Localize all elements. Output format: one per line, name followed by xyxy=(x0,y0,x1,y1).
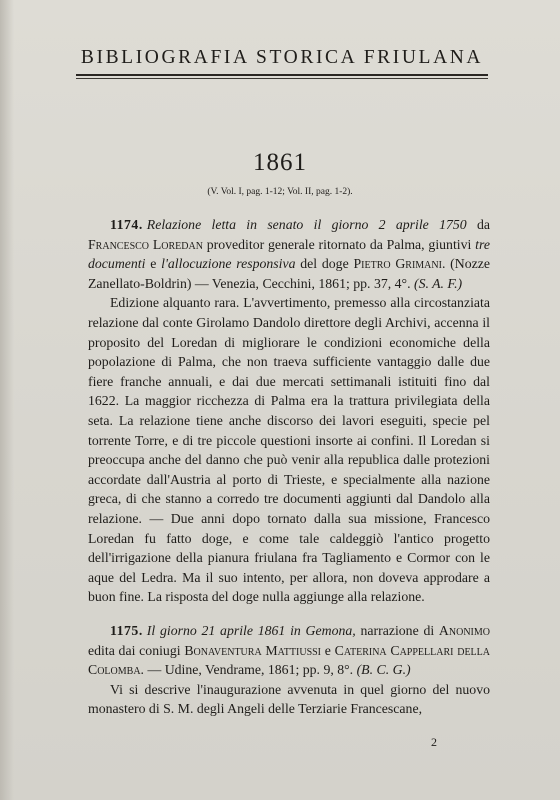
entry-title: Relazione letta in senato il giorno 2 aprile 1750 xyxy=(146,217,467,232)
entry-location: (S. A. F.) xyxy=(413,275,463,291)
entry-description: Edizione alquanto rara. L'avvertimento, premesso alla circostanziata relazione dal conte Girolamo Dandolo direttore degli Archivi, accenna il proposito del Loredan di migliorare le condizioni economiche della popolazione di Palma, che non traeva sufficiente vantaggio dalle due fiere franche annuali, e dai due mercati settimanali istituiti fino dal 1622. La maggior ricchezza di Palma era la trattura privilegiata della seta. La relazione tiene anche discorso dei lavori eseguiti, specie pel torrente Torre, e di tre piccole questioni insorte ai confini. Il Loredan si preoccupa anche del danno che può venir alla republica dalle protezioni accordate dall'Austria al porto di Trieste, e specialmente alla nazione greca, di che stanno a corredo tre documenti aggiunti dal Dandolo alla relazione. — Due anni dopo tornato dalla sua missione, Francesco Loredan fu fatto doge, e come tale caldeggiò l'antico progetto dell'irrigazione della pianura friulana fra Tagliamento e Cormor con le aque del Ledra. Ma il suo intento, per allora, non doveva approdare a buon fine. La risposta del doge nulla aggiunge alla relazione. xyxy=(88,295,490,605)
volume-reference-note: (V. Vol. I, pag. 1-12; Vol. II, pag. 1-2). xyxy=(207,187,353,197)
running-header: BIBLIOGRAFIA STORICA FRIULANA xyxy=(80,47,484,68)
entry-author: Anonimo xyxy=(438,623,490,638)
entry-description: Vi si descrive l'inaugurazione avvenuta in quel giorno del nuovo monastero di S. M. degli Angeli delle Terziarie Francescane, xyxy=(88,681,490,717)
entry-location: (B. C. G.) xyxy=(356,662,411,678)
header-rule-thin xyxy=(76,78,488,79)
header-rule-thick xyxy=(76,74,488,76)
entry-person: Caterina Cappellari della Colomba. xyxy=(88,642,490,678)
bibliography-entry-1174 xyxy=(88,215,490,607)
section-year: 1861 xyxy=(253,149,307,176)
entry-citation: 1175. Il giorno 21 aprile 1861 in Gemona, narrazione di Anonimo edita dai coniugi Bonaventura Mattiussi e Caterina Cappellari della Colomba. — Udine, Vendrame, 1861; pp. 9, 8°. (B. C. G.) xyxy=(88,623,490,678)
entry-person: Pietro Grimani. xyxy=(353,256,446,272)
bibliography-entry-1175 xyxy=(88,621,490,719)
entry-citation: 1174. Relazione letta in senato il giorno 2 aprile 1750 da Francesco Loredan proveditor generale ritornato da Palma, giuntivi tre documenti e l'allocuzione responsiva del doge Pietro Grimani. (Nozze Zanellato-Boldrin) — Venezia, Cecchini, 1861; pp. 37, 4°. (S. A. F.) xyxy=(88,217,490,291)
entry-number: 1174. xyxy=(110,217,143,232)
entry-number: 1175. xyxy=(110,623,143,638)
entry-person: Bonaventura Mattiussi xyxy=(184,642,322,658)
entry-author: Francesco Loredan xyxy=(88,236,203,252)
page-number: 2 xyxy=(431,735,437,749)
entry-title: Il giorno 21 aprile 1861 in Gemona, xyxy=(146,623,356,638)
